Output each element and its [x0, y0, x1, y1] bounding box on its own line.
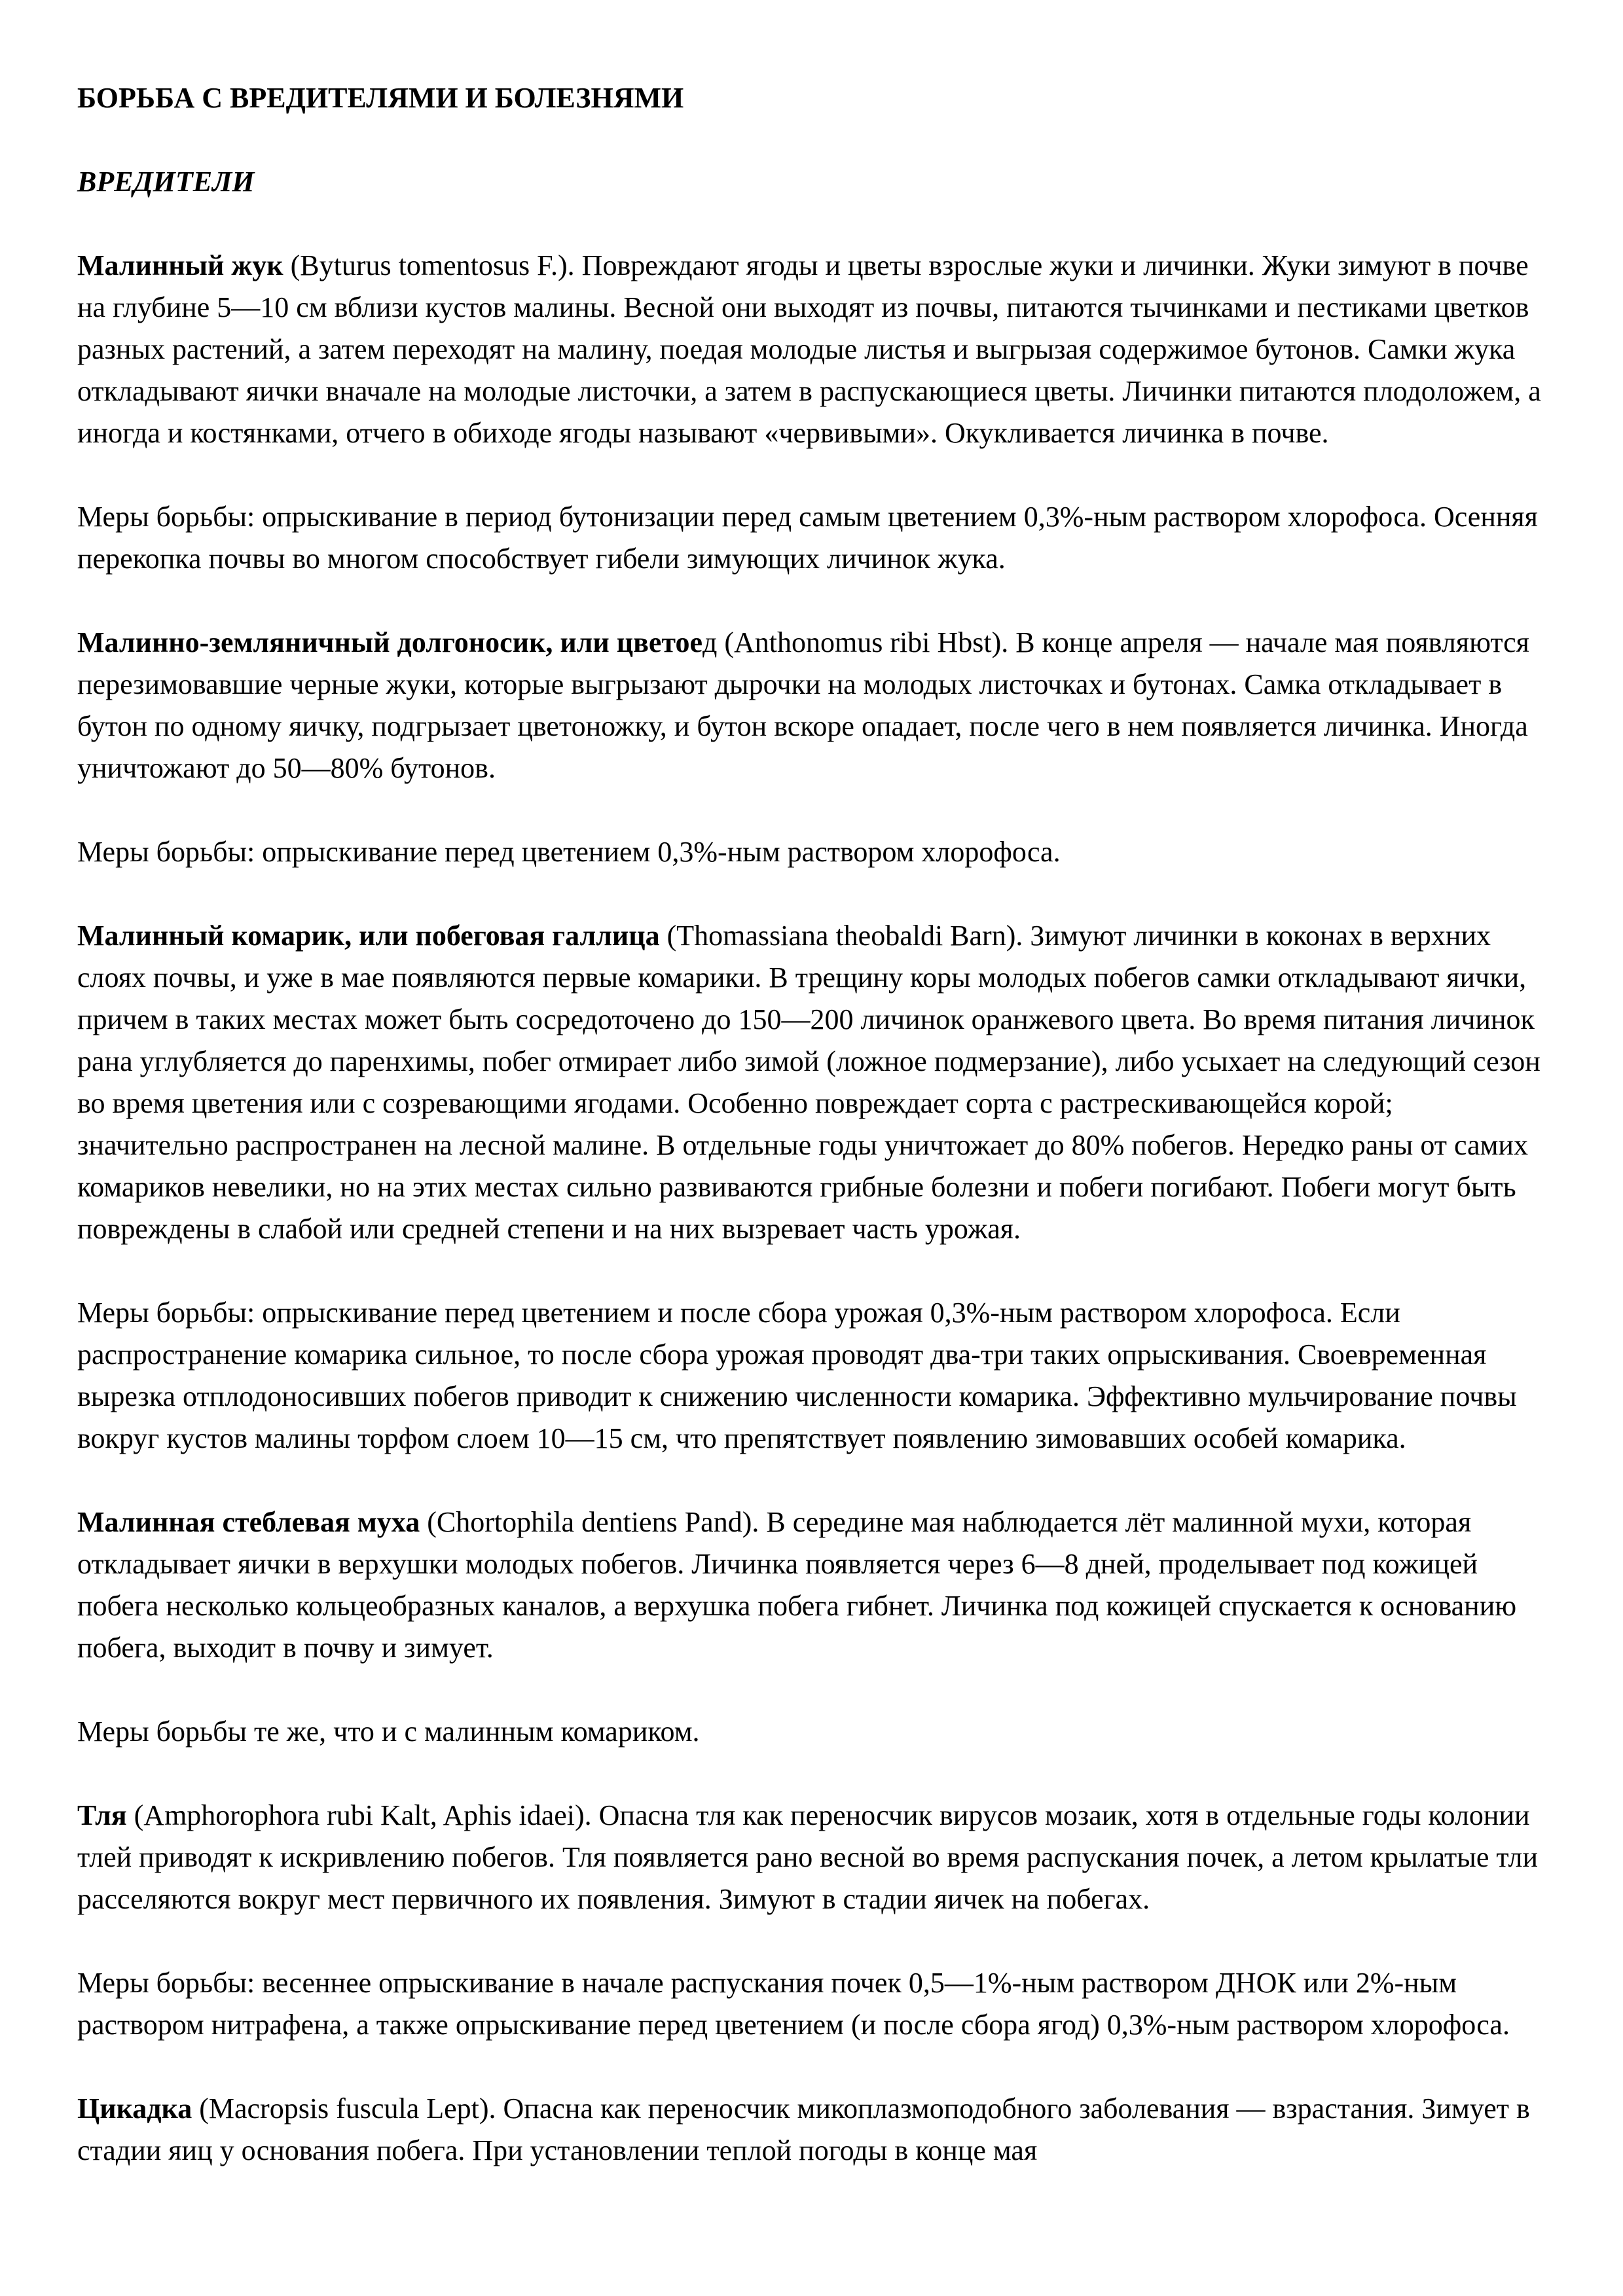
paragraph [77, 1962, 1550, 2046]
paragraph-text: Меры борьбы: опрыскивание в период бутонизации перед самым цветением 0,3%-ным раствором хлорофоса. Осенняя перекопка почвы во многом способствует гибели зимующих личинок жука. [77, 501, 1538, 575]
paragraph [77, 496, 1550, 580]
document-title: БОРЬБА С ВРЕДИТЕЛЯМИ И БОЛЕЗНЯМИ [77, 82, 684, 114]
paragraph [77, 622, 1550, 789]
paragraph-text: (Macropsis fuscula Lept). Опасна как переносчик микоплазмоподобного заболевания — взрастания. Зимует в стадии яиц у основания побега. При установлении теплой погоды в конце мая [77, 2092, 1530, 2166]
paragraph-text: Меры борьбы: опрыскивание перед цветением и после сбора урожая 0,3%-ным раствором хлорофоса. Если распространение комарика сильное, то после сбора урожая проводят два-три таких опрыскивания. Своевременная вырезка отплодоносивших побегов приводит к снижению численности комарика. Эффективно мульчирование почвы вокруг кустов малины торфом слоем 10—15 см, что препятствует появлению зимовавших особей комарика. [77, 1297, 1517, 1454]
paragraph-text: (Amphorophora rubi Kalt, Aphis idaei). Опасна тля как переносчик вирусов мозаик, хотя в отдельные годы колонии тлей приводят к искривлению побегов. Тля появляется рано весной во время распускания почек, а летом крылатые тли расселяются вокруг мест первичного их появления. Зимуют в стадии яичек на побегах. [77, 1799, 1539, 1915]
paragraph [77, 1501, 1550, 1669]
section-heading: ВРЕДИТЕЛИ [77, 166, 255, 198]
pest-name: Малинно-земляничный долгоносик, или цветое [77, 626, 702, 658]
paragraph-text: Меры борьбы те же, что и с малинным комариком. [77, 1715, 700, 1748]
paragraph [77, 1711, 1550, 1753]
paragraph-text: Меры борьбы: опрыскивание перед цветением 0,3%-ным раствором хлорофоса. [77, 836, 1061, 868]
document-page [77, 77, 1550, 2214]
paragraph-text: (Chortophila dentiens Pand). В середине мая наблюдается лёт малинной мухи, которая откладывает яички в верхушки молодых побегов. Личинка появляется через 6—8 дней, проделывает под кожицей побега несколько кольцеобразных каналов, а верхушка побега гибнет. Личинка под кожицей спускается к основанию побега, выходит в почву и зимует. [77, 1506, 1517, 1664]
paragraph [77, 831, 1550, 873]
paragraph [77, 245, 1550, 454]
paragraph-text: Меры борьбы: весеннее опрыскивание в начале распускания почек 0,5—1%-ным раствором ДНОК или 2%-ным раствором нитрафена, а также опрыскивание перед цветением (и после сбора ягод) 0,3%-ным раствором хлорофоса. [77, 1967, 1510, 2041]
paragraph-text: (Thomassiana theobaldi Barn). Зимуют личинки в коконах в верхних слоях почвы, и уже в мае появляются первые комарики. В трещину коры молодых побегов самки откладывают яички, причем в таких местах может быть сосредоточено до 150—200 личинок оранжевого цвета. Во время питания личинок рана углубляется до паренхимы, побег отмирает либо зимой (ложное подмерзание), либо усыхает на следующий сезон во время цветения или с созревающими ягодами. Особенно повреждает сорта с растрескивающейся корой; значительно распространен на лесной малине. В отдельные годы уничтожает до 80% побегов. Нередко раны от самих комариков невелики, но на этих местах сильно развиваются грибные болезни и побеги погибают. Побеги могут быть повреждены в слабой или средней степени и на них вызревает часть урожая. [77, 920, 1541, 1245]
paragraph-text: (Byturus tomentosus F.). Повреждают ягоды и цветы взрослые жуки и личинки. Жуки зимуют в почве на глубине 5—10 см вблизи кустов малины. Весной они выходят из почвы, питаются тычинками и пестиками цветков разных растений, а затем переходят на малину, поедая молодые листья и выгрызая содержимое бутонов. Самки жука откладывают яички вначале на молодые листочки, а затем в распускающиеся цветы. Личинки питаются плодоложем, а иногда и костянками, отчего в обиходе ягоды называют «червивыми». Окукливается личинка в почве. [77, 249, 1541, 449]
pest-name: Цикадка [77, 2092, 192, 2125]
pest-name: Тля [77, 1799, 127, 1831]
paragraph [77, 1292, 1550, 1460]
paragraph [77, 915, 1550, 1250]
pest-name: Малинная стеблевая муха [77, 1506, 420, 1538]
paragraph-text: д (Anthonomus ribi Hbst). В конце апреля — начале мая появляются перезимовавшие черные жуки, которые выгрызают дырочки на молодых листочках и бутонах. Самка откладывает в бутон по одному яичку, подгрызает цветоножку, и бутон вскоре опадает, после чего в нем появляется личинка. Иногда уничтожают до 50—80% бутонов. [77, 626, 1529, 784]
paragraph [77, 2088, 1550, 2172]
pest-name: Малинный комарик, или побеговая галлица [77, 920, 660, 952]
paragraph [77, 1795, 1550, 1920]
pest-name: Малинный жук [77, 249, 283, 281]
